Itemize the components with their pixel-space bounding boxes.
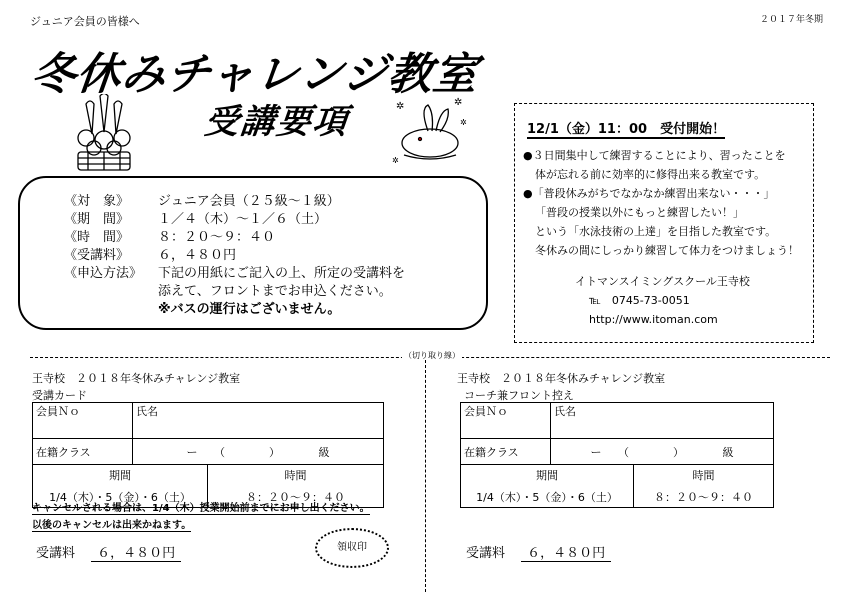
right-class-cell[interactable] — [551, 439, 774, 465]
notice-box — [514, 103, 814, 343]
notice-heading: 12/1（金）11：00 受付開始！ — [527, 118, 725, 139]
right-class-label-cell — [461, 439, 551, 465]
right-fee-value: ６，４８０円 — [521, 542, 611, 562]
left-fee-value: ６，４８０円 — [91, 542, 181, 562]
cancel-note-line-2: 以後のキャンセルは出来かねます。 — [32, 516, 191, 532]
left-form-table — [32, 402, 384, 508]
left-class-label-cell — [33, 439, 133, 465]
left-name-label: 氏名 — [136, 405, 158, 418]
right-period-cell — [461, 465, 634, 508]
fee-value: ６，４８０円 — [158, 248, 237, 263]
left-member-no-cell[interactable] — [33, 403, 133, 439]
left-fee-row — [36, 542, 181, 562]
notice-bullet-2-line-4: 冬休みの間にしっかり練習して体力をつけましょう！ — [535, 244, 799, 257]
right-time-cell — [634, 465, 774, 508]
right-fee-row — [466, 542, 611, 562]
notice-bullet-2-line-2: 「普段の授業以外にもっと練習したい！」 — [535, 206, 744, 219]
snow-rabbit-illustration — [390, 95, 470, 167]
left-class-blank: ー （ ） 級 — [186, 445, 330, 459]
sub-title: 受講要項 — [202, 102, 351, 142]
notice-bullet-2-line-1: ●「普段休みがちでなかなか練習出来ない・・・」 — [523, 187, 775, 200]
right-time-value: ８：２０～９：４０ — [654, 491, 753, 504]
apply-label: 《申込方法》 — [64, 266, 143, 281]
left-card-title: 受講カード — [32, 389, 87, 402]
left-fee-label: 受講料 — [36, 546, 76, 561]
main-title: 冬休みチャレンジ教室 — [28, 49, 481, 100]
time-label: 《時 間》 — [64, 230, 130, 245]
school-url[interactable]: http://www.itoman.com — [589, 313, 718, 326]
left-time-value: ８：２０～９：４０ — [246, 491, 345, 504]
left-class-cell[interactable] — [133, 439, 384, 465]
notice-bullet-1-line-1: ●３日間集中して練習することにより、習ったことを — [523, 149, 786, 162]
target-value: ジュニア会員（２５級～１級） — [158, 194, 340, 209]
period-value: １／４（木）～１／６（土） — [158, 212, 328, 227]
svg-text:✲: ✲ — [392, 156, 399, 165]
right-period-value: 1/4（木）・5（金）・6（土） — [476, 491, 618, 504]
details-box — [18, 176, 488, 330]
left-name-cell[interactable] — [133, 403, 384, 439]
right-class-blank: ー （ ） 級 — [590, 445, 734, 459]
left-period-header: 期間 — [109, 469, 131, 482]
right-period-header: 期間 — [536, 469, 558, 482]
right-name-cell[interactable] — [551, 403, 774, 439]
vertical-cut-line — [425, 360, 426, 592]
target-label: 《対 象》 — [64, 194, 130, 209]
receipt-stamp-label: 領収印 — [337, 542, 367, 553]
right-member-no-label: 会員Ｎｏ — [464, 405, 508, 418]
right-form-table — [460, 402, 774, 508]
notice-bullet-2-line-3: という「水泳技術の上達」を目指した教室です。 — [535, 225, 777, 238]
left-member-no-label: 会員Ｎｏ — [36, 405, 80, 418]
svg-text:✲: ✲ — [460, 118, 467, 127]
left-class-label: 在籍クラス — [36, 445, 91, 459]
time-value: ８：２０～９：４０ — [158, 230, 276, 245]
season-label: ２０１７年冬期 — [760, 15, 824, 25]
cancel-note-line-1: キャンセルされる場合は、1/4（木）授業開始前までにお申し出ください。 — [32, 499, 370, 515]
greeting: ジュニア会員の皆様へ — [30, 15, 140, 28]
fee-label: 《受講料》 — [64, 248, 130, 263]
bus-note: ※バスの運行はございません。 — [158, 302, 341, 317]
right-name-label: 氏名 — [554, 405, 576, 418]
right-card-title: コーチ兼フロント控え — [464, 389, 574, 402]
svg-text:✲: ✲ — [396, 101, 405, 112]
right-time-header: 時間 — [692, 469, 715, 482]
left-form-heading: 王寺校 ２０１８年冬休みチャレンジ教室 — [32, 372, 241, 385]
right-fee-label: 受講料 — [466, 546, 506, 561]
left-time-header: 時間 — [284, 469, 307, 482]
right-form-heading: 王寺校 ２０１８年冬休みチャレンジ教室 — [457, 372, 666, 385]
apply-line-2: 添えて、フロントまでお申込ください。 — [158, 284, 392, 299]
receipt-stamp-area — [315, 528, 389, 568]
cut-line-label: （切り取り線） — [404, 351, 460, 360]
school-tel: ℡ 0745-73-0051 — [589, 294, 690, 307]
notice-bullet-1-line-2: 体が忘れる前に効率的に修得出来る教室です。 — [535, 168, 766, 181]
apply-line-1: 下記の用紙にご記入の上、所定の受講料を — [158, 266, 406, 281]
period-label: 《期 間》 — [64, 212, 130, 227]
right-class-label: 在籍クラス — [464, 445, 519, 459]
school-name: イトマンスイミングスクール王寺校 — [575, 275, 750, 288]
kadomatsu-illustration — [64, 94, 144, 174]
right-member-no-cell[interactable] — [461, 403, 551, 439]
left-period-value: 1/4（木）・5（金）・6（土） — [49, 491, 191, 504]
svg-text:✲: ✲ — [454, 97, 463, 108]
